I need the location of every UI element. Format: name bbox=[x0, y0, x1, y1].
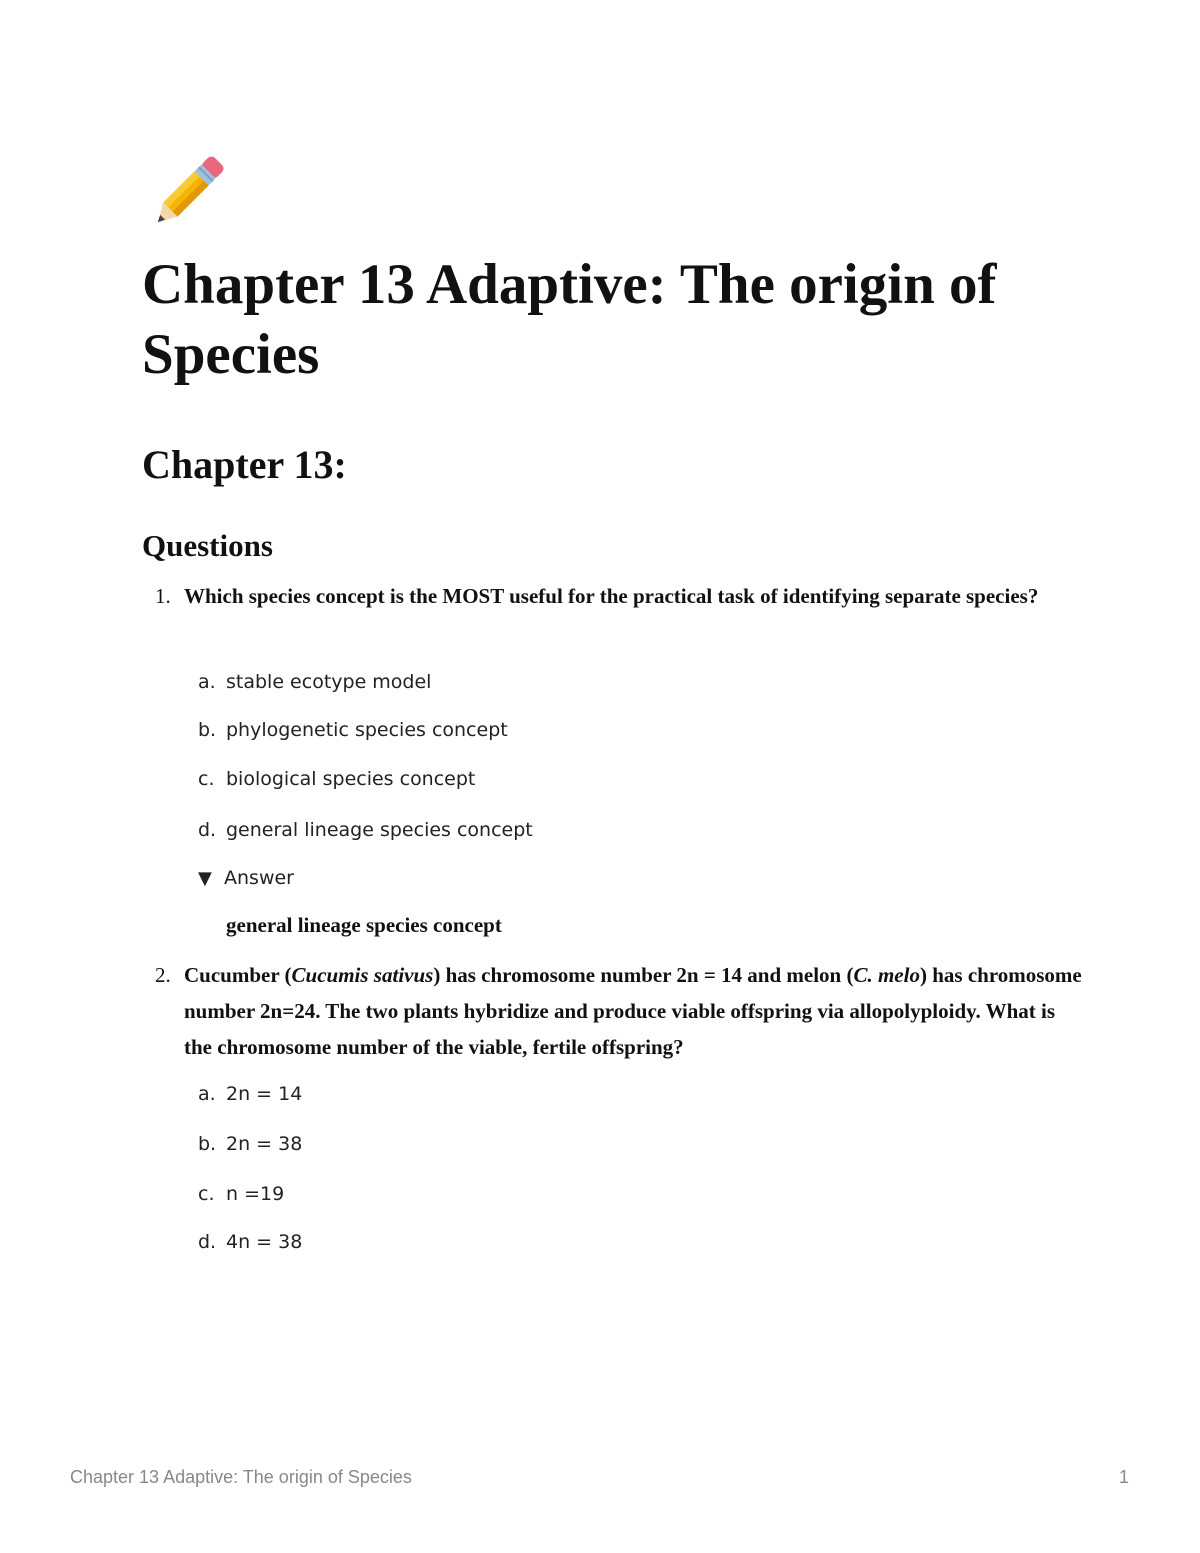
option-item bbox=[198, 765, 475, 793]
option-text: stable ecotype model bbox=[226, 671, 432, 693]
option-item bbox=[198, 1080, 302, 1108]
option-text: 2n = 14 bbox=[226, 1083, 303, 1105]
footer-title: Chapter 13 Adaptive: The origin of Species bbox=[70, 1467, 412, 1487]
option-text: 4n = 38 bbox=[226, 1231, 303, 1253]
option-text: biological species concept bbox=[226, 768, 476, 790]
question-number: 2. bbox=[155, 963, 171, 987]
option-item bbox=[198, 1228, 302, 1256]
answer-toggle-label: Answer bbox=[224, 867, 294, 889]
document-title: Chapter 13 Adaptive: The origin of Species bbox=[142, 253, 997, 386]
option-letter: d. bbox=[198, 1231, 217, 1253]
option-text: general lineage species concept bbox=[226, 819, 533, 841]
option-letter: b. bbox=[198, 1133, 217, 1155]
option-item bbox=[198, 1130, 302, 1158]
option-item bbox=[198, 1180, 284, 1208]
chapter-heading: Chapter 13: bbox=[142, 442, 347, 487]
triangle-down-icon: ▼ bbox=[198, 868, 212, 889]
option-item bbox=[198, 716, 508, 744]
question-text: Cucumber (Cucumis sativus) has chromosome number 2n = 14 and melon (C. melo) has chromosome number 2n=24. The two plants hybridize and produce viable offspring via allopolyploidy. What is the chromosome number of the viable, fertile offspring? bbox=[184, 963, 1082, 1059]
questions-heading: Questions bbox=[142, 528, 273, 563]
pencil-icon bbox=[142, 150, 230, 238]
option-letter: d. bbox=[198, 819, 217, 841]
answer-text: general lineage species concept bbox=[226, 913, 502, 937]
page-number: 1 bbox=[1118, 1467, 1129, 1487]
option-letter: b. bbox=[198, 719, 217, 741]
option-letter: a. bbox=[198, 671, 216, 693]
option-letter: a. bbox=[198, 1083, 216, 1105]
question-number: 1. bbox=[155, 584, 171, 608]
question-text: Which species concept is the MOST useful for the practical task of identifying separate species? bbox=[184, 584, 1039, 608]
option-letter: c. bbox=[198, 768, 215, 790]
option-text: n =19 bbox=[226, 1183, 285, 1205]
option-item bbox=[198, 668, 431, 696]
option-item bbox=[198, 816, 533, 844]
option-text: phylogenetic species concept bbox=[226, 719, 508, 741]
answer-toggle[interactable] bbox=[198, 864, 294, 893]
option-text: 2n = 38 bbox=[226, 1133, 303, 1155]
option-letter: c. bbox=[198, 1183, 215, 1205]
